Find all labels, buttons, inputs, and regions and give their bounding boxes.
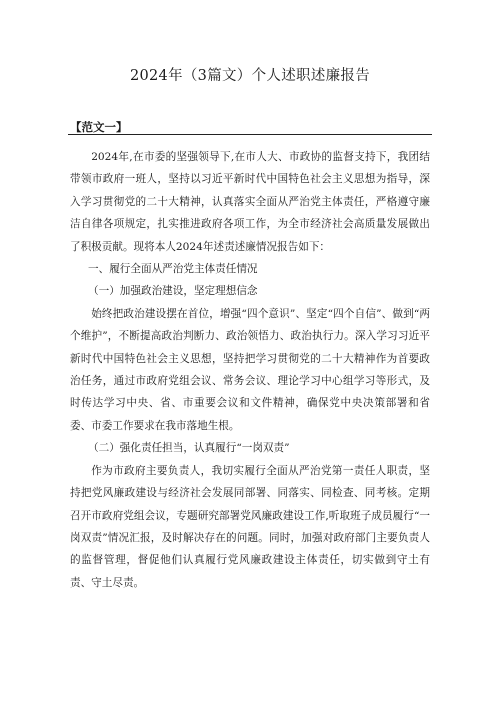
page-title: 2024年（3篇文）个人述职述廉报告 [129, 68, 371, 84]
document-body [70, 146, 430, 594]
section-divider [68, 134, 432, 135]
subsection-heading: （一）加强政治建设，坚定理想信念 [88, 285, 258, 298]
subsection-heading: （二）强化责任担当，认真履行“一岗双责” [88, 442, 290, 455]
paragraph: 2024年,在市委的坚强领导下,在市人大、市政协的监督支持下，我团结带领市政府一班人，坚持以习近平新时代中国特色社会主义思想为指导，深入学习贯彻党的二十大精神，认真落实全面从严治党主体责任，严格遵守廉洁自律各项规定，扎实推进政府各项工作，为全市经济社会高质量发展做出了积极贡献。现将本人2024年述责述廉情况报告如下： [70, 151, 430, 253]
paragraph: 作为市政府主要负责人，我切实履行全面从严治党第一责任人职责，坚持把党风廉政建设与经济社会发展同部署、同落实、同检查、同考核。定期召开市政府党组会议，专题研究部署党风廉政建设工作,听取班子成员履行“一岗双责”情况汇报，及时解决存在的问题。同时，加强对政府部门主要负责人的监督管理，督促他们认真履行党风廉政建设主体责任，切实做到守土有责、守土尽责。 [70, 464, 430, 589]
section-label: 【范文一】 [70, 120, 128, 134]
paragraph: 始终把政治建设摆在首位，增强“四个意识”、坚定“四个自信”、做到“两个维护”，不断提高政治判断力、政治领悟力、政治执行力。深入学习习近平新时代中国特色社会主义思想，坚持把学习贯彻党的二十大精神作为首要政治任务，通过市政府党组会议、常务会议、理论学习中心组学习等形式，及时传达学习中央、省、市重要会议和文件精神，确保党中央决策部署和省委、市委工作要求在我市落地生根。 [70, 307, 430, 432]
section-heading: 一、履行全面从严治党主体责任情况 [88, 263, 258, 276]
